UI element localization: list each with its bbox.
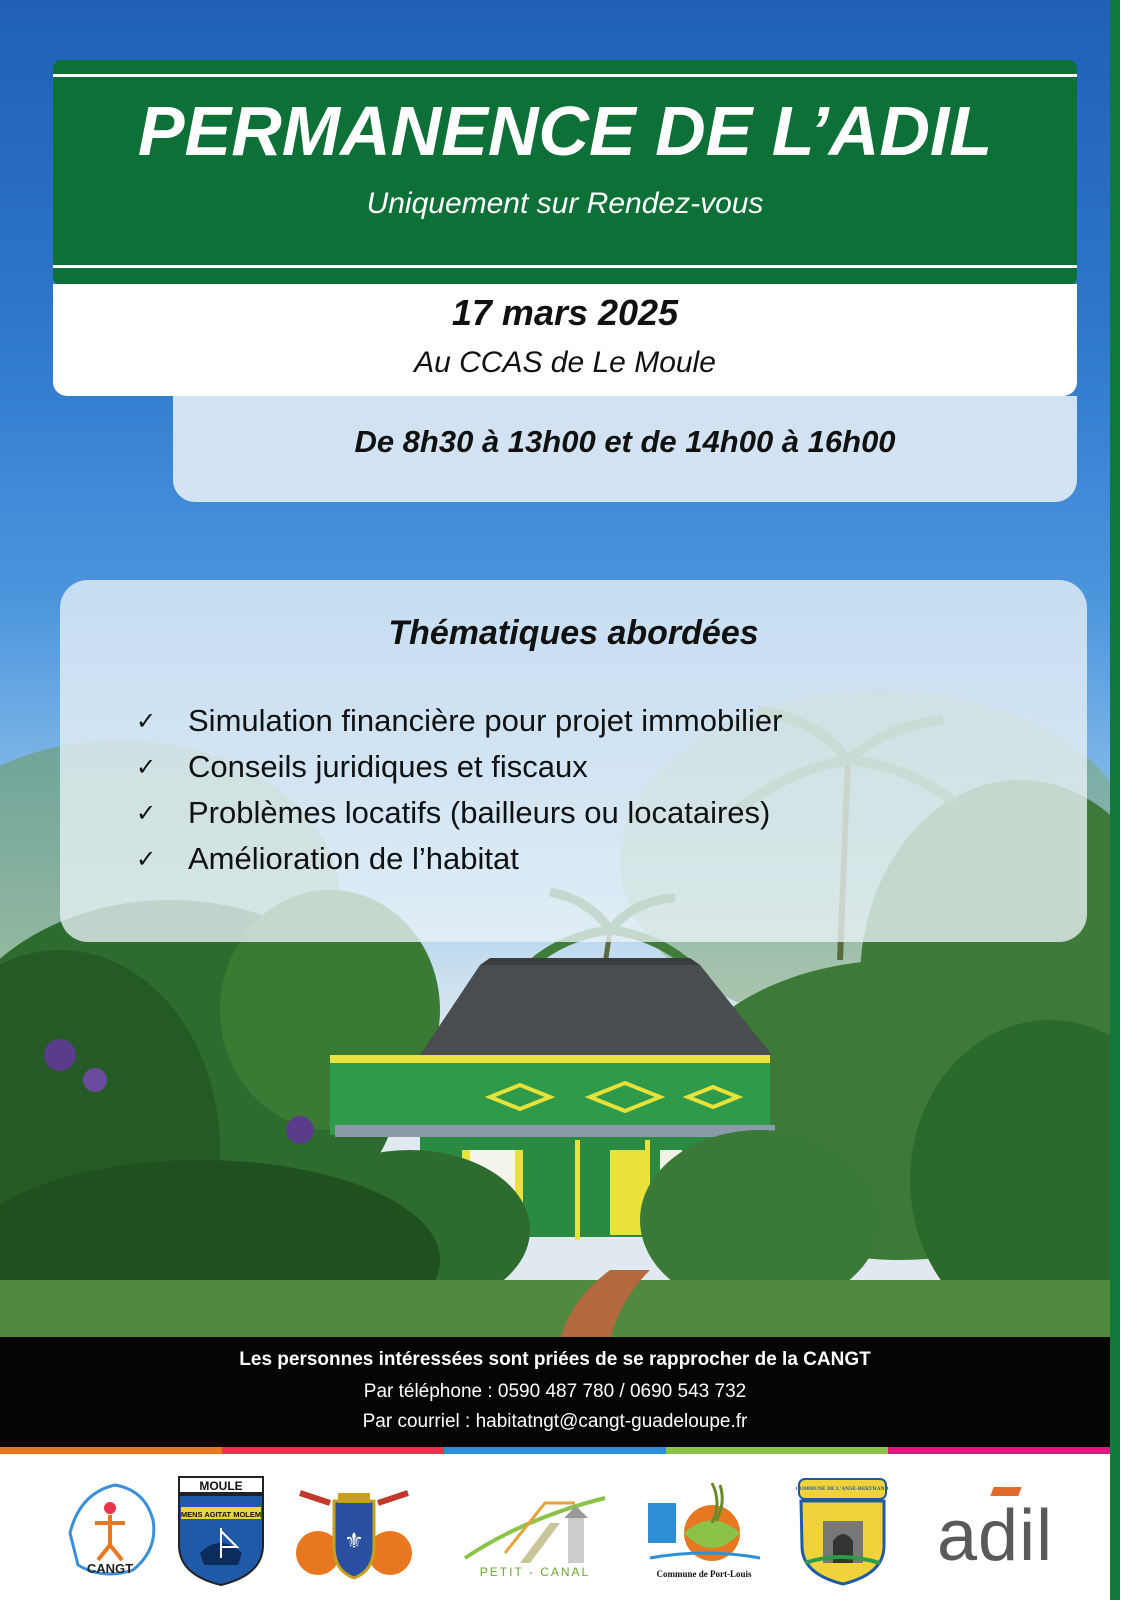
- list-item: [136, 836, 782, 882]
- moule-crest: [175, 1473, 267, 1588]
- page-margin: [1120, 0, 1131, 1600]
- svg-text:MENS AGITAT MOLEM: MENS AGITAT MOLEM: [180, 1510, 262, 1519]
- date-box: [53, 284, 1077, 396]
- contact-phone: Par téléphone : 0590 487 780 / 0690 543 732: [363, 1381, 747, 1402]
- checkmark-icon: ✓: [136, 753, 157, 781]
- petit-canal-logo: [460, 1473, 610, 1588]
- theme-text: Conseils juridiques et fiscaux: [188, 749, 588, 784]
- themes-list: [136, 698, 782, 882]
- themes-title: Thématiques abordées: [388, 614, 759, 652]
- title-band: [53, 60, 1077, 285]
- page-title: PERMANENCE DE L’ADIL: [137, 92, 993, 170]
- contact-email: Par courriel : habitatngt@cangt-guadeloupe.fr: [362, 1411, 748, 1432]
- svg-text:Commune de Port-Louis: Commune de Port-Louis: [656, 1569, 752, 1579]
- svg-text:COMMUNE DE L'ANSE-BERTRAND: COMMUNE DE L'ANSE-BERTRAND: [795, 1486, 889, 1492]
- theme-text: Simulation financière pour projet immobilier: [188, 703, 783, 738]
- event-date: 17 mars 2025: [451, 292, 679, 333]
- green-side-stripe: [1110, 0, 1120, 1600]
- svg-text:MOULE: MOULE: [199, 1479, 243, 1493]
- event-place: Au CCAS de Le Moule: [414, 346, 716, 379]
- svg-text:⚜: ⚜: [344, 1529, 364, 1554]
- themes-panel: [60, 580, 1087, 942]
- theme-text: Problèmes locatifs (bailleurs ou locataires): [188, 795, 771, 830]
- list-item: [136, 790, 782, 836]
- hours-box: [173, 396, 1077, 502]
- contact-intro: Les personnes intéressées sont priées de se rapprocher de la CANGT: [239, 1349, 871, 1370]
- svg-text:CANGT: CANGT: [86, 1561, 134, 1576]
- commune-coat-of-arms: [290, 1473, 418, 1588]
- anse-bertrand-crest: [795, 1473, 890, 1588]
- partner-logos: [0, 1455, 1110, 1600]
- list-item: [136, 698, 782, 744]
- cangt-logo: [55, 1473, 165, 1588]
- adil-accent-bar: [990, 1487, 1021, 1496]
- contact-bar: [0, 1337, 1110, 1447]
- title-top-rule: [53, 74, 1077, 77]
- theme-text: Amélioration de l’habitat: [188, 841, 519, 876]
- checkmark-icon: ✓: [136, 845, 157, 873]
- checkmark-icon: ✓: [136, 707, 157, 735]
- title-bottom-rule: [53, 265, 1077, 268]
- checkmark-icon: ✓: [136, 799, 157, 827]
- adil-wordmark: adil: [937, 1496, 1054, 1576]
- color-strip: [0, 1447, 1110, 1454]
- port-louis-logo: [640, 1473, 768, 1588]
- list-item: [136, 744, 782, 790]
- adil-logo: [937, 1495, 1053, 1577]
- svg-text:PETIT - CANAL: PETIT - CANAL: [479, 1565, 591, 1579]
- page-subtitle: Uniquement sur Rendez-vous: [366, 187, 764, 220]
- event-hours: De 8h30 à 13h00 et de 14h00 à 16h00: [354, 424, 896, 459]
